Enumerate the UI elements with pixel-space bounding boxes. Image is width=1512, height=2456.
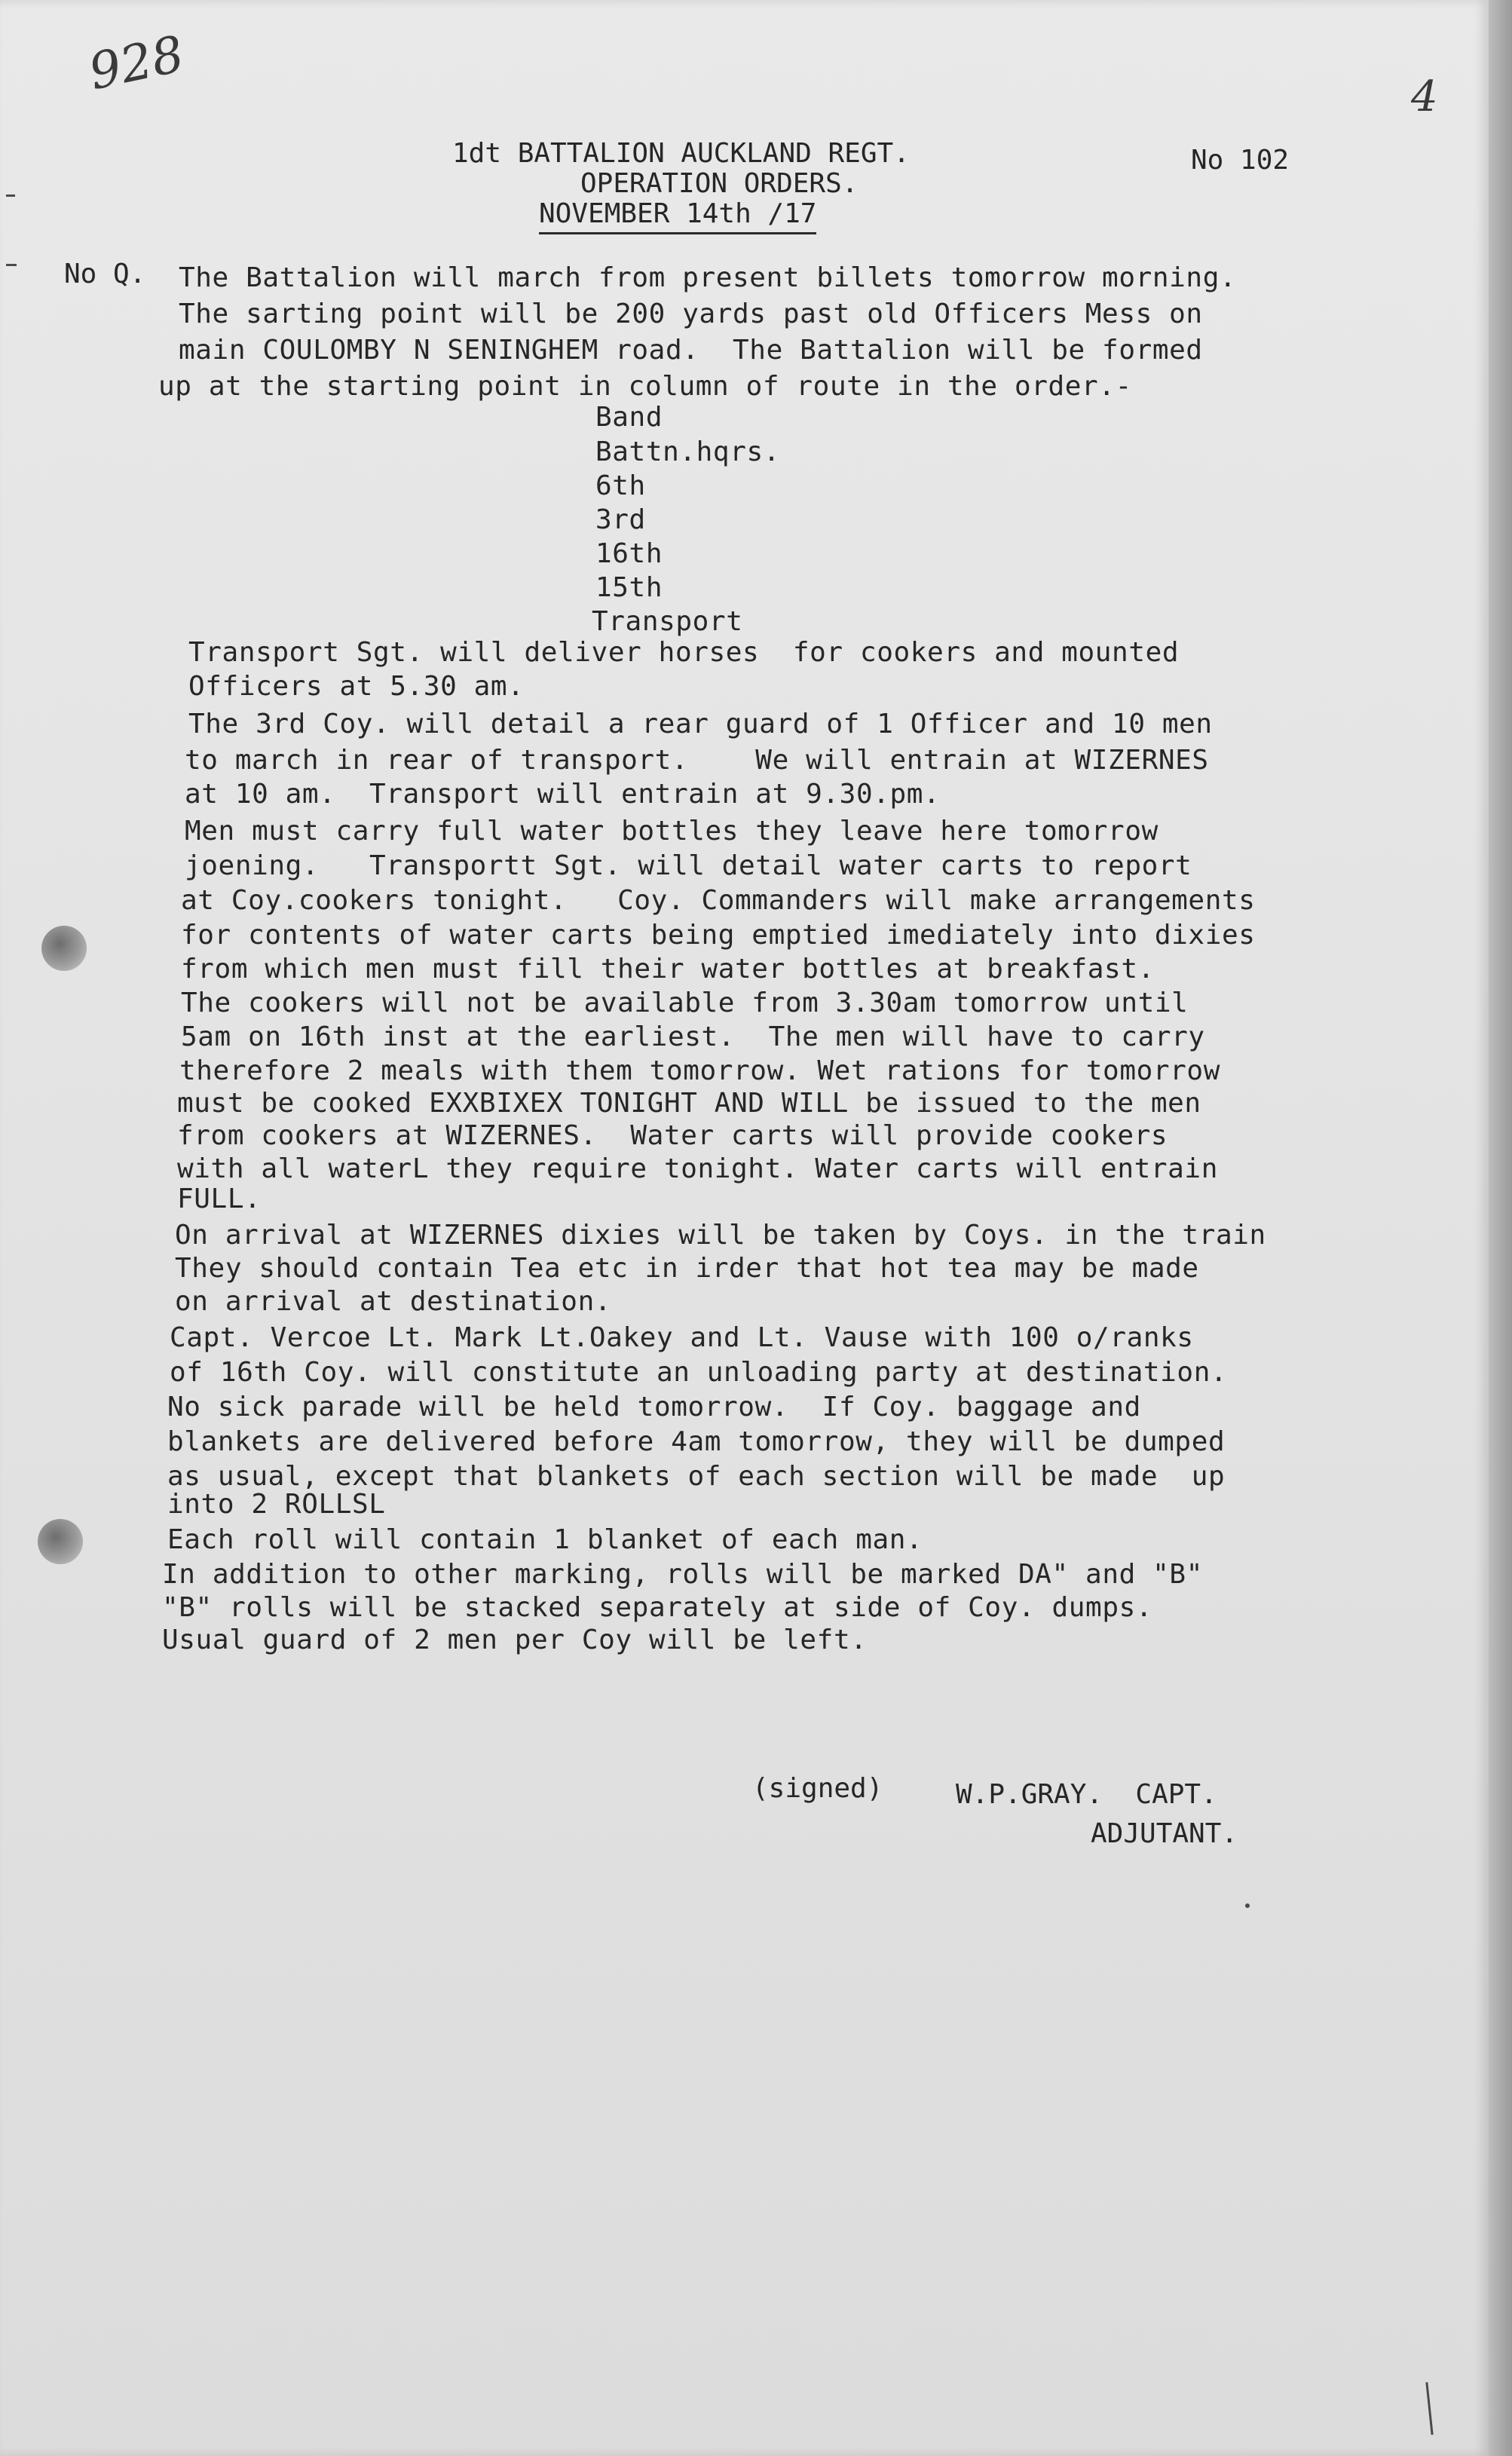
signatory-rank: ADJUTANT.: [1091, 1818, 1238, 1849]
punch-hole: [38, 1519, 83, 1564]
column-item: 16th: [595, 538, 663, 569]
body-line: The Battalion will march from present billets tomorrow morning.: [179, 262, 1237, 293]
body-line: at Coy.cookers tonight. Coy. Commanders will make arrangements: [181, 885, 1256, 916]
body-line: Transport Sgt. will deliver horses for cookers and mounted: [188, 637, 1180, 668]
body-line: On arrival at WIZERNES dixies will be taken by Coys. in the train: [175, 1220, 1266, 1251]
body-line: of 16th Coy. will constitute an unloading party at destination.: [170, 1357, 1228, 1388]
signatory-name: W.P.GRAY. CAPT.: [956, 1779, 1217, 1810]
body-line: at 10 am. Transport will entrain at 9.30.pm.: [185, 779, 941, 810]
body-line: joening. Transportt Sgt. will detail water carts to report: [185, 850, 1192, 881]
body-line: up at the starting point in column of route in the order.-: [158, 371, 1132, 402]
body-line: They should contain Tea etc in irder that hot tea may be made: [175, 1253, 1199, 1284]
column-item: Battn.hqrs.: [595, 436, 781, 467]
body-line: Each roll will contain 1 blanket of each man.: [167, 1524, 923, 1555]
page-edge: [1489, 0, 1512, 2456]
column-item: 3rd: [595, 504, 646, 535]
column-item: 15th: [595, 572, 663, 603]
body-line: as usual, except that blankets of each section will be made up: [167, 1461, 1226, 1492]
archive-number: 928: [84, 24, 189, 102]
body-line: to march in rear of transport. We will entrain at WIZERNES: [185, 745, 1209, 776]
order-date: NOVEMBER 14th /17: [539, 198, 816, 234]
body-line: main COULOMBY N SENINGHEM road. The Battalion will be formed: [179, 335, 1203, 366]
punch-hole: [41, 926, 87, 971]
column-item: 6th: [595, 470, 646, 501]
pencil-mark: [1425, 2382, 1433, 2435]
body-line: Officers at 5.30 am.: [188, 671, 525, 702]
unit-heading: 1dt BATTALION AUCKLAND REGT.: [452, 138, 910, 169]
body-line: Usual guard of 2 men per Coy will be left.: [162, 1625, 868, 1655]
body-line: into 2 ROLLSL: [167, 1489, 386, 1520]
document-title: OPERATION ORDERS.: [580, 168, 859, 199]
body-line: blankets are delivered before 4am tomorrow, they will be dumped: [167, 1426, 1226, 1457]
body-line: The 3rd Coy. will detail a rear guard of 1 Officer and 10 men: [188, 709, 1213, 740]
page-number: 4: [1411, 72, 1438, 121]
body-line: "B" rolls will be stacked separately at side of Coy. dumps.: [162, 1592, 1153, 1623]
body-line: from cookers at WIZERNES. Water carts will provide cookers: [177, 1120, 1168, 1151]
body-line: The cookers will not be available from 3.30am tomorrow until: [181, 988, 1189, 1018]
body-line: Men must carry full water bottles they leave here tomorrow: [185, 816, 1158, 847]
body-line: from which men must fill their water bottles at breakfast.: [181, 954, 1155, 985]
body-line: FULL.: [177, 1184, 262, 1214]
body-line: for contents of water carts being emptied imediately into dixies: [181, 920, 1256, 951]
body-line: No sick parade will be held tomorrow. If Coy. baggage and: [167, 1392, 1141, 1422]
body-line: with all waterL they require tonight. Water carts will entrain: [177, 1153, 1218, 1184]
order-number: No 102: [1191, 145, 1290, 176]
body-line: therefore 2 meals with them tomorrow. Wet rations for tomorrow: [179, 1055, 1220, 1086]
body-line: Capt. Vercoe Lt. Mark Lt.Oakey and Lt. Vause with 100 o/ranks: [170, 1322, 1194, 1353]
margin-mark: [6, 264, 17, 266]
ink-dot: [1245, 1903, 1250, 1908]
column-item: Transport: [592, 606, 743, 637]
signed-note: (signed): [752, 1773, 883, 1804]
margin-mark: [6, 194, 15, 197]
body-line: In addition to other marking, rolls will be marked DA" and "B": [162, 1559, 1203, 1590]
column-item: Band: [595, 402, 663, 433]
body-line: on arrival at destination.: [175, 1286, 612, 1317]
body-line: The sarting point will be 200 yards past old Officers Mess on: [179, 299, 1203, 329]
body-line: must be cooked EXXBIXEX TONIGHT AND WILL be issued to the men: [177, 1088, 1201, 1119]
body-line: 5am on 16th inst at the earliest. The men will have to carry: [181, 1021, 1205, 1052]
paragraph-label: No Q.: [64, 259, 146, 289]
